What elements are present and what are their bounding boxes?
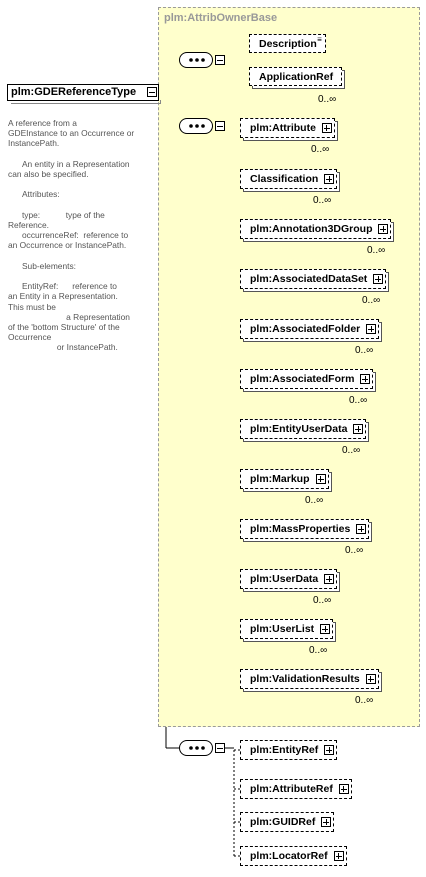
entityuserdata-label: plm:EntityUserData [250,423,348,435]
userdata-element[interactable] [240,569,337,589]
userlist-label: plm:UserList [250,623,315,635]
associatedfolder-cardinality: 0..∞ [355,345,374,356]
attribute-element[interactable] [240,118,335,138]
markup-label: plm:Markup [250,473,310,485]
userlist-cardinality: 0..∞ [309,645,328,656]
associatedfolder-element[interactable] [240,319,379,339]
annotation3dgroup-element[interactable] [240,219,391,239]
classification-label: Classification [250,173,319,185]
classification-cardinality: 0..∞ [313,195,332,206]
locatorref-label: plm:LocatorRef [250,850,328,862]
associateddataset-cardinality: 0..∞ [362,295,381,306]
expand-icon[interactable] [322,123,332,133]
associatedform-label: plm:AssociatedForm [250,373,355,385]
entityuserdata-cardinality: 0..∞ [342,445,361,456]
expand-icon[interactable] [339,784,349,794]
collapse-icon[interactable] [215,55,225,65]
validationresults-cardinality: 0..∞ [355,695,374,706]
classification-element[interactable] [240,169,337,189]
expand-icon[interactable] [321,817,331,827]
expand-icon[interactable] [320,624,330,634]
collapse-icon[interactable] [215,743,225,753]
sequence-icon [188,58,206,62]
application-ref-label: ApplicationRef [259,71,334,83]
base-type-title: plm:AttribOwnerBase [164,12,278,24]
expand-icon[interactable] [324,745,334,755]
guidref-label: plm:GUIDRef [250,816,316,828]
base-sequence-compositor [179,52,213,68]
massproperties-label: plm:MassProperties [250,523,351,535]
documentation-text: A reference from a GDEInstance to an Occurrence or InstancePath. An entity in a Representation can also be specified. Attributes: type: type of the Reference. occurrenceRef: reference to an Occurrence or InstancePath. Sub-elements: EntityRef: reference to an Entity in a Representation. This must be a Representation of the 'bottom Structure' of the Occurrence or InstancePath. [8,118,135,353]
annotation3dgroup-cardinality: 0..∞ [367,245,386,256]
associateddataset-label: plm:AssociatedDataSet [250,273,368,285]
attribute-label: plm:Attribute [250,122,316,134]
associatedform-element[interactable] [240,369,373,389]
attribute-cardinality: 0..∞ [311,144,330,155]
expand-icon[interactable] [378,224,388,234]
description-element[interactable] [249,34,326,53]
annotation3dgroup-label: plm:Annotation3DGroup [250,223,373,235]
sequence-icon [188,124,206,128]
application-ref-cardinality: 0..∞ [318,94,337,105]
entityref-element[interactable] [240,740,337,760]
expand-icon[interactable] [373,274,383,284]
userdata-cardinality: 0..∞ [313,595,332,606]
expand-icon[interactable] [360,374,370,384]
massproperties-cardinality: 0..∞ [345,545,364,556]
expand-icon[interactable] [356,524,366,534]
choice-sequence-compositor [179,118,213,134]
sequence-icon [188,746,206,750]
markup-element[interactable] [240,469,329,489]
validationresults-element[interactable] [240,669,379,689]
guidref-element[interactable] [240,812,334,832]
root-element-label: plm:GDEReferenceType [11,86,137,98]
expand-icon[interactable] [316,474,326,484]
expand-icon[interactable] [324,174,334,184]
attributeref-element[interactable] [240,779,352,799]
userlist-element[interactable] [240,619,333,639]
attributeref-label: plm:AttributeRef [250,783,333,795]
entityref-label: plm:EntityRef [250,744,319,756]
associateddataset-element[interactable] [240,269,386,289]
documentation-icon: ≡ [317,35,322,44]
root-element[interactable] [7,84,159,101]
application-ref-element[interactable] [249,67,342,86]
associatedform-cardinality: 0..∞ [349,395,368,406]
collapse-icon[interactable] [147,87,157,97]
expand-icon[interactable] [324,574,334,584]
expand-icon[interactable] [353,424,363,434]
markup-cardinality: 0..∞ [305,495,324,506]
associatedfolder-label: plm:AssociatedFolder [250,323,361,335]
ref-sequence-compositor [179,740,213,756]
locatorref-element[interactable] [240,846,347,866]
expand-icon[interactable] [366,674,376,684]
massproperties-element[interactable] [240,519,369,539]
userdata-label: plm:UserData [250,573,319,585]
validationresults-label: plm:ValidationResults [250,673,360,685]
expand-icon[interactable] [334,851,344,861]
entityuserdata-element[interactable] [240,419,366,439]
collapse-icon[interactable] [215,121,225,131]
description-label: Description [259,38,317,50]
expand-icon[interactable] [366,324,376,334]
